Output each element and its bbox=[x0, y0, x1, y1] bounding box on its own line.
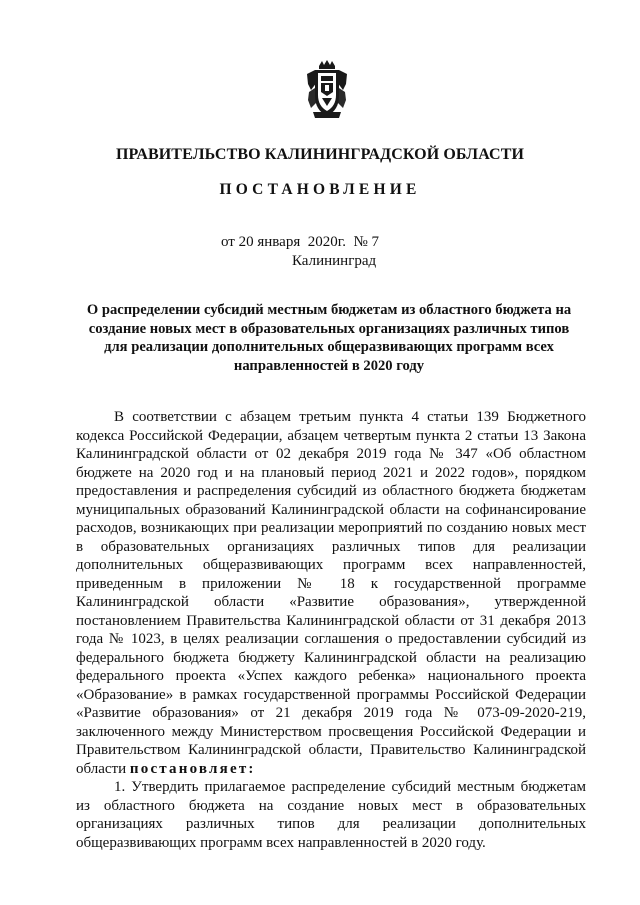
government-title: ПРАВИТЕЛЬСТВО КАЛИНИНГРАДСКОЙ ОБЛАСТИ bbox=[115, 146, 525, 163]
document-type: ПОСТАНОВЛЕНИЕ bbox=[219, 181, 421, 198]
date-prefix: от bbox=[221, 234, 235, 250]
document-number: 7 bbox=[371, 234, 380, 250]
preamble-text: В соответствии с абзацем третьим пункта 4 статьи 139 Бюджетного кодекса Российской Федерации, абзацем четвертым пункта 2 статьи 13 Закона Калининградской области от 02 декабря 2019 года № 347 «Об областном бюджете на 2020 год и на плановый период 2021 и 2022 годов», порядком предоставления и распределения субсидий из областного бюджета бюджетам муниципальных образований Калининградской области на софинансирование расходов, возникающих при реализации мероприятий по созданию новых мест в образовательных организациях различных типов для реализации дополнительных общеразвивающих программ всех направленностей, приведенным в приложении № 18 к государственной программе Калининградской области «Развитие образования», утвержденной постановлением Правительства Калининградской области от 31 декабря 2013 года № 1023, в целях реализации соглашения о предоставлении субсидий из федерального бюджета бюджету Калининградской области на реализацию федерального проекта «Успех каждого ребенка» национального проекта «Образование» в рамках государственной программы Российской Федерации «Развитие образования» от 21 декабря 2019 года № 073-09-2020-219, заключенного между Министерством просвещения Российской Федерации и Правительством Калининградской области, Правительство Калининградской области bbox=[76, 409, 586, 777]
date-year: 2020 bbox=[307, 234, 338, 250]
coat-of-arms-icon bbox=[305, 60, 349, 120]
document-city: Калининград bbox=[292, 253, 377, 269]
preamble-paragraph bbox=[76, 408, 586, 778]
date-year-suffix: г. bbox=[337, 234, 346, 250]
date-month: января bbox=[257, 234, 301, 250]
date-day: 20 bbox=[238, 234, 254, 250]
document-body bbox=[76, 408, 586, 852]
document-date-number bbox=[221, 234, 379, 251]
number-sign: № bbox=[353, 234, 368, 250]
resolves-word: постановляет: bbox=[129, 760, 256, 777]
item-1-paragraph: 1. Утвердить прилагаемое распределение субсидий местным бюджетам из областного бюджета на создание новых мест в образовательных организациях различных типов для реализации дополнительных общеразвивающих программ всех направленностей в 2020 году. bbox=[76, 779, 586, 851]
document-subject: О распределении субсидий местным бюджетам из областного бюджета на создание новых мест в образовательных организациях различных типов для реализации дополнительных общеразвивающих программ всех направленностей в 2020 году bbox=[86, 302, 572, 374]
